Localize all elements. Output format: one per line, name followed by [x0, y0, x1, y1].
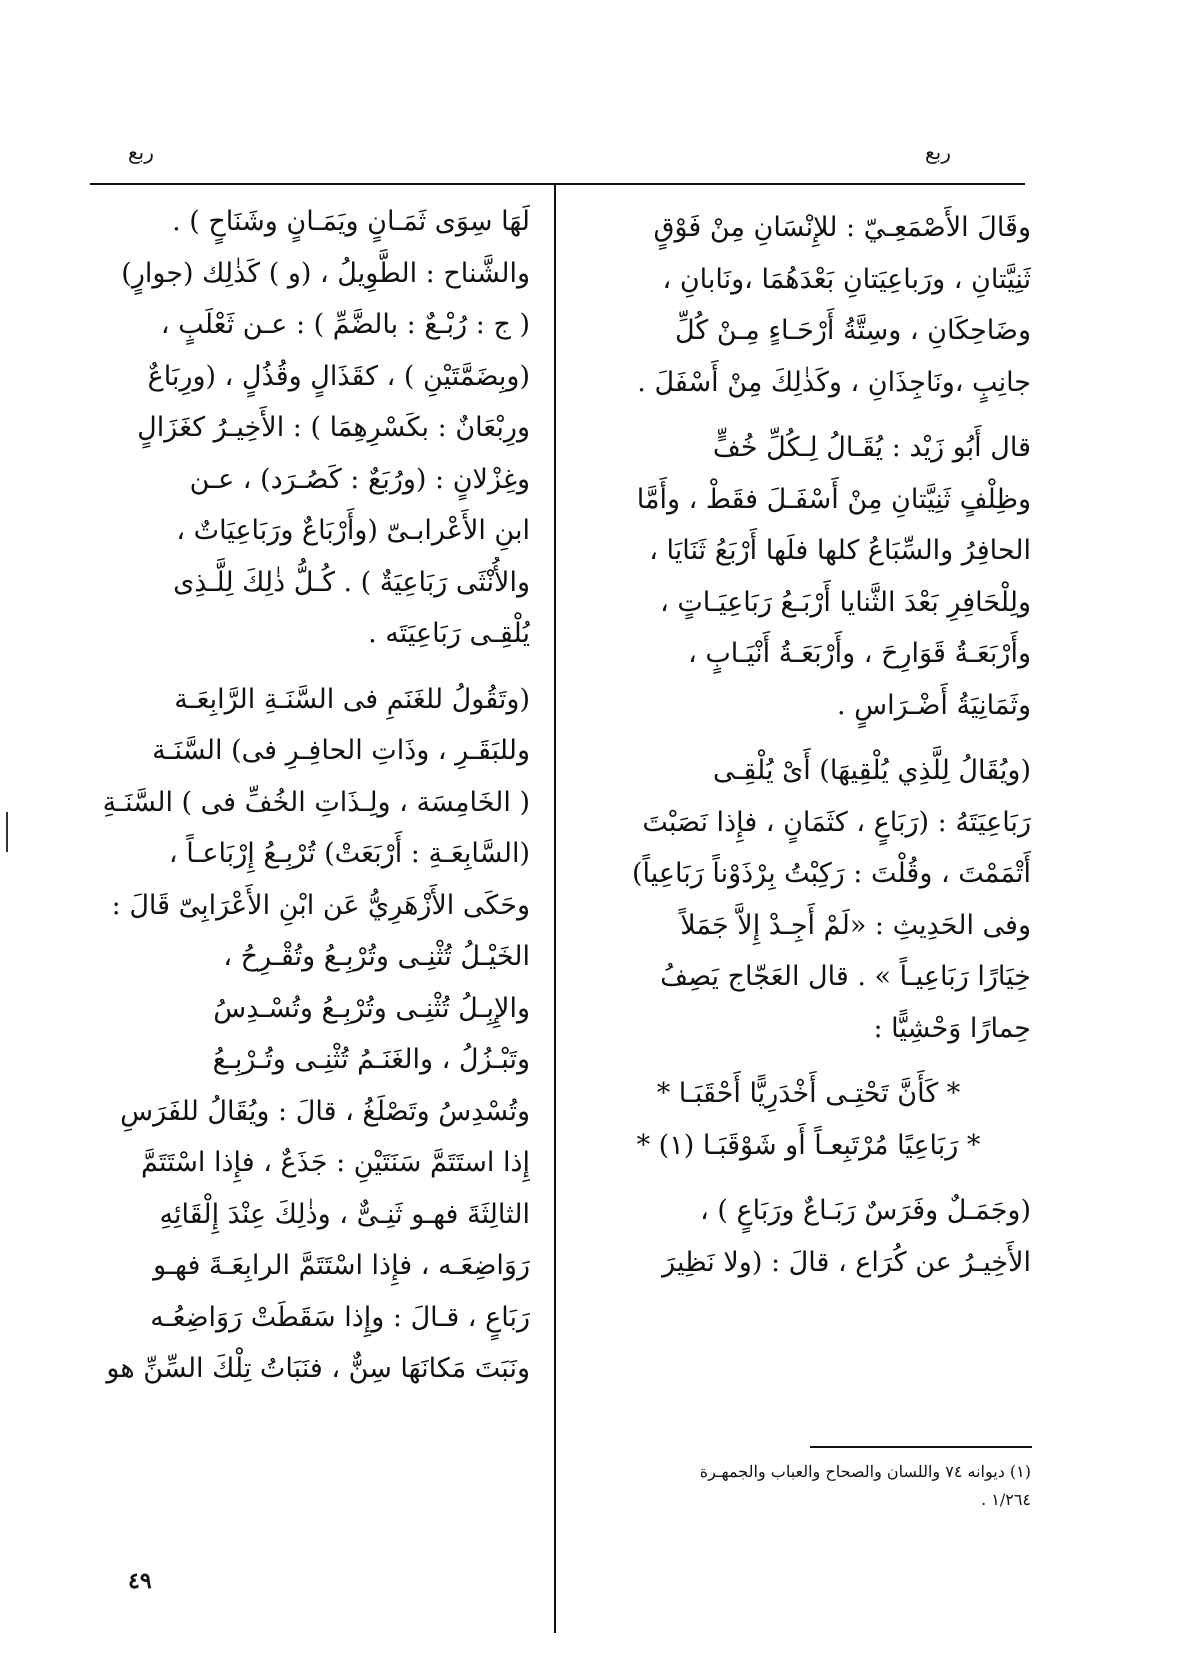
text-line: والأُنْثَى رَبَاعِيَةٌ ) . كُـلُّ ذٰلِكَ لِلَّـذِى [173, 566, 530, 598]
text-line: ورِبْعَانٌ : بكَسْرِهِمَا ) : الأَخِيـرُ كغَزَالٍ [137, 412, 530, 443]
right-column [586, 202, 1031, 1302]
running-head-right: ربع [925, 140, 951, 164]
text-line: الحافِرُ والسِّبَاعُ كلها فلَها أَرْبَعُ ثَنَايَا ، [649, 535, 1031, 566]
text-line: (وجَمَـلٌ وفَرَسٌ رَبَـاعٌ ورَبَاعٍ ) ، [700, 1195, 1031, 1226]
text-line: الخَيْـلُ تُثْنِـى وتُرْبِـعُ وتُقْـرِحُ ، [223, 941, 530, 972]
text-line: وتُسْدِسُ وتَصْلَغُ ، قالَ : ويُقَالُ للفَرَسِ [120, 1095, 530, 1127]
running-head-left: ربع [128, 140, 154, 164]
left-paragraph-2 [85, 674, 530, 1395]
text-line: جانِبٍ ،ونَاجِذَانِ ، وكَذٰلِكَ مِنْ أَسْفَلَ . [637, 366, 1031, 398]
right-paragraph-1 [586, 202, 1031, 408]
text-line: (ويُقَالُ لِلَّذِي يُلْقِيهَا) أَىْ يُلْقِـى [712, 755, 1031, 786]
page-number: ٤٩ [128, 1568, 152, 1594]
text-line: لَهَا سِوَى ثَمَـانٍ ويَمَـانٍ وشَنَاحٍ ) . [172, 206, 530, 237]
footnote-rule [810, 1446, 1032, 1448]
footnote-line: ١/٢٦٤ . [981, 1490, 1031, 1509]
right-paragraph-4 [586, 1185, 1031, 1288]
text-line: يُلْقِـى رَبَاعِيَتَه . [368, 618, 530, 649]
text-line: ثَنِيَّتانِ ، ورَباعِيَتانِ بَعْدَهُمَا ،ونَابانِ ، [662, 263, 1031, 295]
text-line: وظِلْفٍ ثَنِيَّتانِ مِنْ أَسْفَـلَ فقَطْ ، وأَمَّا [636, 483, 1031, 515]
text-line: والشَّناح : الطَّوِيلُ ، (و ) كَذٰلِك (جوارٍ) [121, 257, 530, 289]
text-line: ولِلْحَافِرِ بَعْدَ الثَّنايا أَرْبَـعُ رَبَاعِيَـاتٍ ، [660, 586, 1031, 618]
footnote [586, 1458, 1031, 1514]
text-line: ( الخَامِسَة ، ولِـذَاتِ الخُفِّ فى ) السَّنَـةِ [102, 786, 530, 818]
text-line: ونَبَتَ مَكانَهَا سِنٌّ ، فنَبَاتُ تِلْكَ السِّنِّ هو [106, 1353, 530, 1384]
text-line: خِيَارًا رَبَاعِيـاً » . قال العَجّاج يَصِفُ [660, 961, 1031, 992]
footnote-line: (١) ديوانه ٧٤ واللسان والصحاح والعباب والجمهـرة [699, 1462, 1031, 1481]
text-line: وأَرْبَعَـةُ قَوَارِحَ ، وأَرْبَعَـةُ أَنْيَـابٍ ، [688, 638, 1031, 669]
text-line: وثَمَانِيَةُ أَضْـرَاسٍ . [837, 689, 1031, 721]
verse-line: * رَبَاعِيًا مُرْتَبِعـاً أَو شَوْقَبَـا (١) * [636, 1129, 981, 1161]
text-line: رَبَاعٍ ، قـالَ : وإِذا سَقَطَتْ رَوَاضِعُـه [150, 1301, 530, 1333]
text-line: وحَكَى الأَزْهَرِيُّ عَن ابْنِ الأَعْرَابِىّ قَالَ : [111, 889, 530, 921]
text-line: وضَاحِكَانِ ، وسِتَّةُ أَرْحَـاءٍ مِـنْ كُلِّ [674, 315, 1031, 346]
text-line: رَبَاعِيَتَهُ : (رَبَاعٍ ، كثَمَانٍ ، فإِذا نَصَبْتَ [642, 806, 1031, 838]
text-line: (وتَقُولُ للغَنَمِ فى السَّنَـةِ الرَّابِعَـة [174, 683, 530, 715]
text-line: وللبَقَـرِ ، وذَاتِ الحافِـرِ فى) السَّنَـة [152, 735, 530, 766]
text-line: (وبِضَمَّتَيْنِ ) ، كقَذَالٍ وقُذُلٍ ، (ورِبَاعٌ [147, 360, 530, 392]
text-line: وغِزْلانٍ : (ورُبَعٌ : كَصُـرَد) ، عـن [189, 463, 530, 495]
text-line: الأَخِيـرُ عن كُرَاع ، قالَ : (ولا نَظِيرَ [662, 1246, 1031, 1278]
margin-mark [6, 812, 8, 852]
text-line: ( ج : رُبْـعٌ : بالضَّمِّ ) : عـن ثَعْلَبٍ ، [160, 309, 530, 340]
text-line: والإِبِـلُ تُثْنِـى وتُرْبِـعُ وتُسْـدِسُ [213, 992, 530, 1024]
text-line: ابنِ الأَعْرابـىّ (وأَرْبَاعٌ ورَبَاعِيَاتٌ ، [176, 515, 530, 546]
left-column [85, 196, 530, 1409]
text-line: قال أَبُو زَيْد : يُقَـالُ لِـكُلِّ خُفٍّ [712, 432, 1031, 463]
text-line: (السَّابِعَـةِ : أَرْبَعَتْ) تُرْبِـعُ إِرْبَاعـاً ، [168, 838, 530, 869]
left-paragraph-1 [85, 196, 530, 660]
right-paragraph-3 [586, 745, 1031, 1054]
column-divider [554, 183, 556, 1633]
text-line: رَوَاضِعَـه ، فإِذا اسْتَتَمَّ الرابِعَـةَ فهـو [153, 1250, 530, 1281]
text-line: الثالِثَةَ فهـو ثَنِـىٌّ ، وذٰلِكَ عِنْدَ إِلْقَائِهِ [159, 1198, 530, 1230]
right-paragraph-2 [586, 422, 1031, 731]
text-line: حِمارًا وَحْشِيًّا : [873, 1012, 1031, 1044]
text-line: وتَبْـزُلُ ، والغَنَـمُ تُثْنِـى وتُـرْبِـعُ [212, 1044, 530, 1075]
verse-line: * كَأَنَّ تَحْتِـى أَخْدَرِيًّا أَحْقَبَـا * [656, 1078, 961, 1109]
header-rule [90, 183, 1025, 185]
poetry-verse [586, 1068, 1031, 1171]
text-line: وقَالَ الأَصْمَعِـيّ : للإِنْسَانِ مِنْ فَوْقٍ [653, 212, 1031, 243]
text-line: إِذا استَتَمَّ سَنَتَيْنِ : جَذَعٌ ، فإِذا اسْتَتَمَّ [141, 1147, 530, 1178]
text-line: أَتْمَمْتَ ، وقُلْتَ : رَكِبْتُ بِرْذَوْناً رَبَاعِياً) [631, 858, 1031, 889]
text-line: وفى الحَدِيثِ : «لَمْ أَجِـدْ إِلاَّ جَمَلاً [680, 909, 1031, 941]
